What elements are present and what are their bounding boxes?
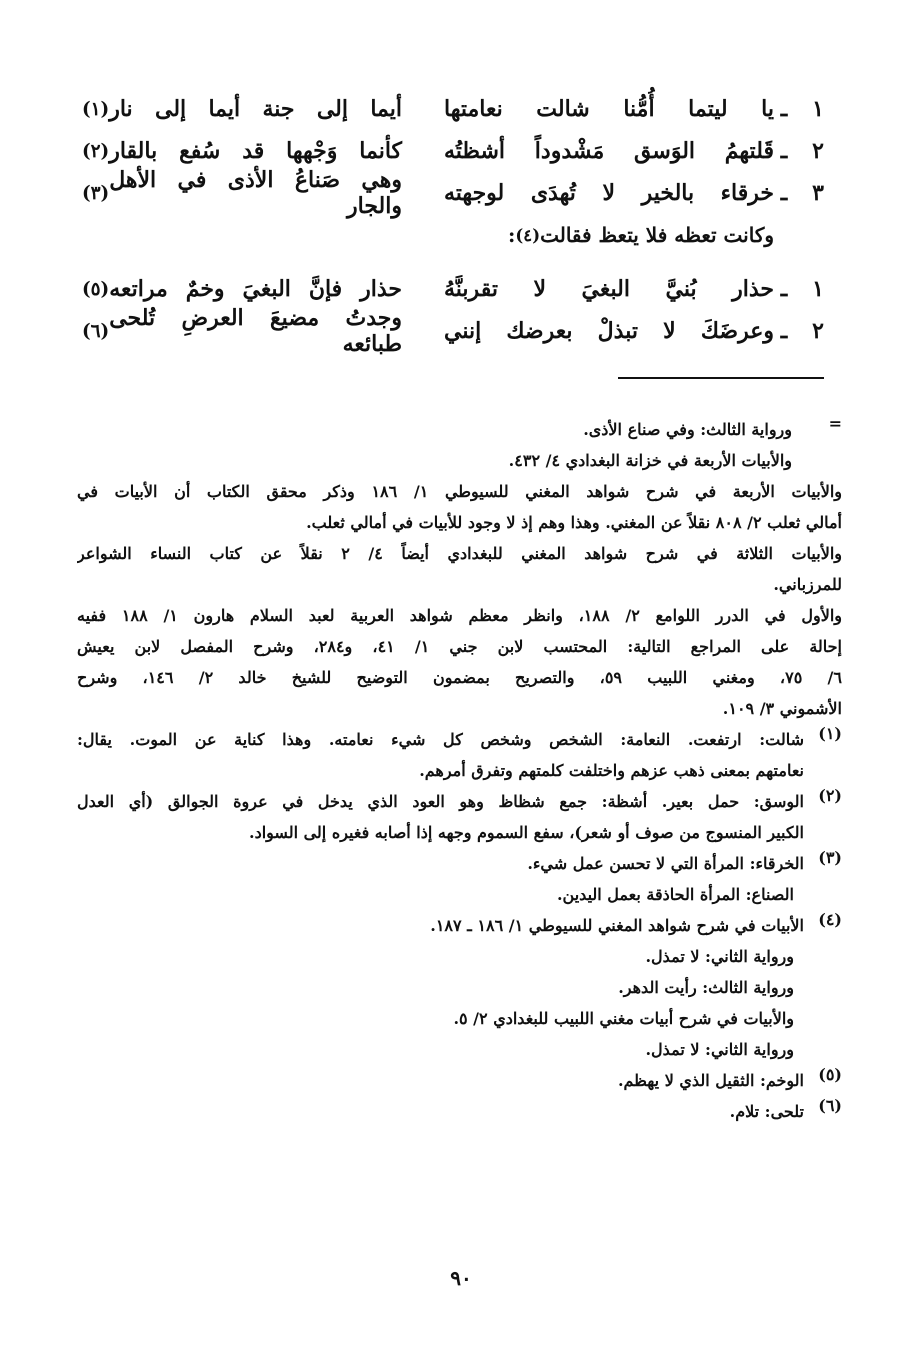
footnote-line: نعامتهم بمعنى ذهب عزهم واختلفت كلمتهم وتفرق أمرهم. — [419, 761, 804, 780]
footnote-line: الأشموني ٣/ ١٠٩. — [722, 699, 842, 718]
footnote-line: الأبيات في شرح شواهد المغني للسيوطي ١/ ١٨٦ ـ ١٨٧. — [430, 916, 804, 935]
footnote-number: (١) — [818, 724, 842, 743]
footnote-3 — [77, 848, 842, 910]
verse-number: ١ — [812, 276, 824, 302]
verse-second-hemistich: حذار فإنَّ البغيَ وخمٌ مراتعه — [109, 276, 402, 302]
footnote-line: والأبيات الأربعة في خزانة البغدادي ٤/ ٤٣٢. — [508, 451, 792, 470]
verse — [82, 268, 824, 310]
footnote-line: ورواية الثاني: لا تمذل. — [645, 947, 794, 966]
page-number: ٩٠ — [450, 1266, 472, 1290]
footnote-line: ورواية الثاني: لا تمذل. — [645, 1040, 794, 1059]
footnote-4 — [77, 910, 842, 1065]
footnote-line: إحالة على المراجع التالية: المحتسب لابن جني ١/ ٤١، و٢٨٤، وشرح المفصل لابن يعيش — [77, 637, 842, 656]
verse-first-hemistich: حذار بُنيَّ البغيَ لا تقربنَّهُ — [444, 276, 774, 302]
verse-dash: ـ — [780, 138, 788, 164]
footnote-line: والأبيات الثلاثة في شرح شواهد المغني للبغدادي أيضاً ٤/ ٢ نقلاً عن كتاب النساء الشواعر — [77, 544, 842, 563]
verse-first-hemistich: يا ليتما أُمُّنا شالت نعامتها — [444, 96, 774, 122]
footnote-line: ورواية الثالث: وفي صناع الأذى. — [583, 420, 792, 439]
footnote-number: (٥) — [818, 1065, 842, 1084]
footnote-line: الصناع: المرأة الحاذقة بعمل اليدين. — [556, 885, 794, 904]
footnote-ref: (٢) — [82, 140, 110, 162]
footnote-ref: (٦) — [82, 320, 110, 342]
verse-number: ٣ — [812, 180, 824, 206]
verse-first-hemistich: قَلتهمُ الوَسق مَشْدوداً أشظتُه — [444, 138, 774, 164]
colon: : — [507, 223, 516, 247]
footnotes-section — [77, 414, 842, 1127]
footnote-line: والأبيات في شرح أبيات مغني اللبيب للبغدادي ٢/ ٥. — [453, 1009, 794, 1028]
footnote-ref: (١) — [82, 98, 110, 120]
verse-number: ٢ — [812, 318, 824, 344]
poem-second — [82, 268, 824, 357]
footnote-line: الكبير المنسوج من صوف أو شعر)، سفع السموم وجهه إذا أصابه فغيره إلى السواد. — [249, 823, 804, 842]
verse-number: ١ — [812, 96, 824, 122]
footnote-ref: (٥) — [82, 278, 110, 300]
footnote-line: ٦/ ٧٥، ومغني اللبيب ٥٩، والتصريح بمضمون التوضيح للشيخ خالد ٢/ ١٤٦، وشرح — [77, 668, 842, 687]
poem-first — [82, 88, 824, 256]
footnote-number: (٢) — [818, 786, 842, 805]
verse-second-hemistich: كأنما وَجْهها قد سُفع بالقار — [109, 138, 402, 164]
footnote-2 — [77, 786, 842, 848]
verse-dash: ـ — [780, 318, 788, 344]
verse-dash: ـ — [780, 180, 788, 206]
footnote-line: للمرزباني. — [773, 575, 842, 594]
verse-first-hemistich: خرقاء بالخير لا تُهدَى لوجهته — [444, 180, 774, 206]
verse-second-hemistich: وهي صَناعُ الأذى في الأهل والجار — [109, 167, 402, 219]
footnote-line: ورواية الثالث: رأيت الدهر. — [618, 978, 794, 997]
verse-second-hemistich: أيما إلى جنة أيما إلى نار — [109, 96, 402, 122]
footnote-number: (٣) — [818, 848, 842, 867]
footnote-6 — [77, 1096, 842, 1127]
footnote-line: والأبيات الأربعة في شرح شواهد المغني للسيوطي ١/ ١٨٦ وذكر محقق الكتاب أن الأبيات في — [77, 482, 842, 501]
continued-footnote — [77, 414, 842, 724]
footnote-separator — [618, 377, 824, 379]
footnote-ref: (٤) — [515, 225, 541, 245]
footnote-line: الوخم: الثقيل الذي لا يهظم. — [617, 1071, 804, 1090]
verse — [82, 167, 824, 219]
footnote-5 — [77, 1065, 842, 1096]
narrative-text: وكانت تعظه فلا يتعظ فقالت — [540, 223, 774, 247]
footnote-line: الوسق: حمل بعير. أشظة: جمع شظاظ وهو العود الذي يدخل في عروة الجوالق (أي العدل — [77, 792, 804, 811]
footnote-line: تلحى: تلام. — [729, 1102, 804, 1121]
verse-first-hemistich: وعرضَكَ لا تبذلْ بعرضك إنني — [444, 318, 774, 344]
verse-number: ٢ — [812, 138, 824, 164]
footnote-1 — [77, 724, 842, 786]
footnote-line: شالت: ارتفعت. النعامة: الشخص وشخص كل شيء نعامته. وهذا كناية عن الموت. يقال: — [77, 730, 804, 749]
narrative-line — [82, 214, 824, 256]
verse-dash: ـ — [780, 276, 788, 302]
verse-dash: ـ — [780, 96, 788, 122]
footnote-ref: (٣) — [82, 182, 110, 204]
verse — [82, 130, 824, 172]
footnote-number: (٦) — [818, 1096, 842, 1115]
verse — [82, 88, 824, 130]
continuation-mark: = — [828, 414, 842, 433]
footnote-line: والأول في الدرر اللوامع ٢/ ١٨٨، وانظر معظم شواهد العربية لعبد السلام هارون ١/ ١٨٨ ففيه — [77, 606, 842, 625]
footnote-number: (٤) — [818, 910, 842, 929]
footnote-line: أمالي ثعلب ٢/ ٨٠٨ نقلاً عن المغني. وهذا وهم إذ لا وجود للأبيات في أمالي ثعلب. — [306, 513, 842, 532]
verse-second-hemistich: وجدتُ مضيعَ العرضِ تُلحى طبائعه — [109, 305, 402, 357]
footnote-line: الخرقاء: المرأة التي لا تحسن عمل شيء. — [527, 854, 804, 873]
verse — [82, 305, 824, 357]
